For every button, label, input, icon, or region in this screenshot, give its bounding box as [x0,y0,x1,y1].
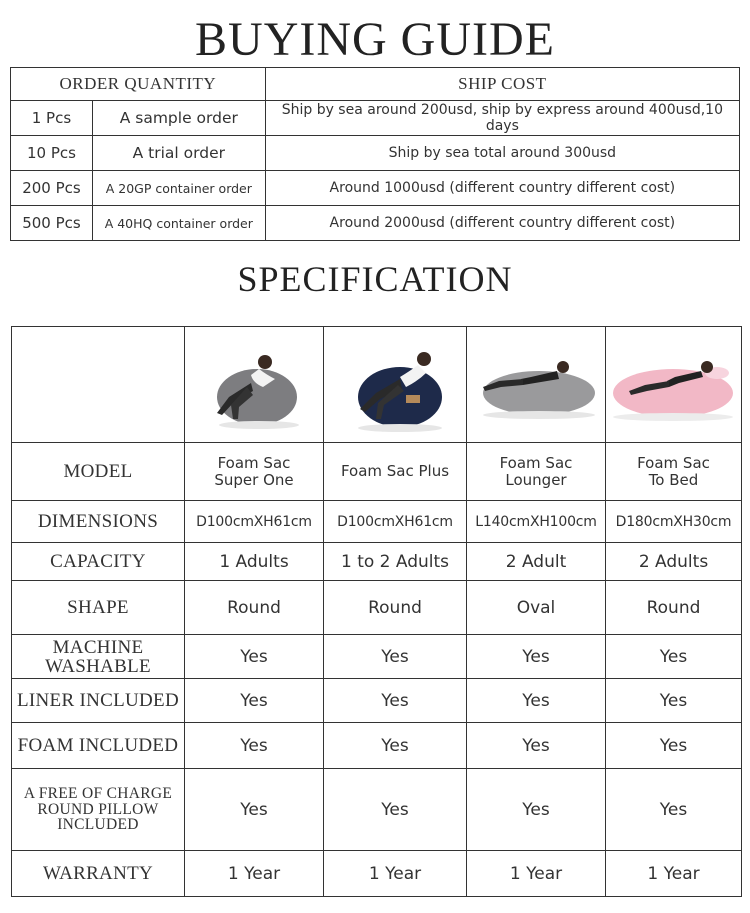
liner-cell: Yes [324,679,467,723]
order-type-cell: A trial order [92,136,265,171]
order-type-cell: A sample order [92,101,265,136]
model-cell [467,443,606,501]
pillow-cell: Yes [467,769,606,851]
foam-cell: Yes [467,723,606,769]
ship-cost-cell: Around 1000usd (different country different cost) [265,171,739,206]
warranty-cell: 1 Year [467,851,606,897]
spec-row-machine-washable [12,635,742,679]
ship-cost-cell: Ship by sea total around 300usd [265,136,739,171]
model-cell [324,443,467,501]
washable-cell: Yes [185,635,324,679]
spec-label-shape: SHAPE [12,581,185,635]
label-line: MACHINE [52,636,144,658]
model-name-line: Foam Sac [637,454,710,472]
order-row [11,136,740,171]
spec-row-warranty [12,851,742,897]
ship-cost-cell: Ship by sea around 200usd, ship by express around 400usd,10 days [265,101,739,136]
warranty-cell: 1 Year [606,851,742,897]
spec-row-dimensions [12,501,742,543]
ship-cost-cell: Around 2000usd (different country different cost) [265,206,739,241]
product-image-cell [467,327,606,443]
capacity-cell: 1 to 2 Adults [324,543,467,581]
model-cell [185,443,324,501]
spec-row-pillow [12,769,742,851]
order-type-cell: A 40HQ container order [92,206,265,241]
capacity-cell: 2 Adult [467,543,606,581]
model-name-line: Foam Sac [217,454,291,472]
liner-cell: Yes [185,679,324,723]
washable-cell: Yes [467,635,606,679]
product-image-row [12,327,742,443]
spec-label-liner: LINER INCLUDED [12,679,185,723]
dimensions-cell: D180cmXH30cm [606,501,742,543]
pillow-cell: Yes [324,769,467,851]
model-name-line: Foam Sac Plus [340,462,450,481]
product-image-cell [185,327,324,443]
foam-cell: Yes [185,723,324,769]
spec-row-shape [12,581,742,635]
order-type-cell: A 20GP container order [92,171,265,206]
specification-table [11,326,742,897]
washable-cell: Yes [606,635,742,679]
model-cell [606,443,742,501]
order-quantity-cell: 200 Pcs [11,171,93,206]
pink-round-bed-photo [609,335,739,435]
shape-cell: Round [185,581,324,635]
washable-cell: Yes [324,635,467,679]
spec-label-warranty: WARRANTY [12,851,185,897]
shape-cell: Round [606,581,742,635]
dimensions-cell: D100cmXH61cm [185,501,324,543]
foam-cell: Yes [606,723,742,769]
order-row [11,171,740,206]
order-table-header-row [11,68,740,101]
capacity-cell: 2 Adults [606,543,742,581]
warranty-cell: 1 Year [185,851,324,897]
specification-title: SPECIFICATION [237,259,513,299]
spec-row-foam [12,723,742,769]
spec-label-foam: FOAM INCLUDED [12,723,185,769]
liner-cell: Yes [467,679,606,723]
spec-row-liner [12,679,742,723]
spec-label-machine-washable [12,635,185,679]
buying-guide-title: BUYING GUIDE [195,13,555,66]
spec-label-model: MODEL [12,443,185,501]
label-line: A FREE OF CHARGE [23,785,173,803]
warranty-cell: 1 Year [324,851,467,897]
model-name-line: Super One [214,470,294,489]
grey-round-bean-bag-photo [189,335,319,435]
pillow-cell: Yes [185,769,324,851]
product-image-cell [324,327,467,443]
model-name-line: Foam Sac [499,454,573,472]
capacity-cell: 1 Adults [185,543,324,581]
order-quantity-cell: 10 Pcs [11,136,93,171]
dimensions-cell: L140cmXH100cm [467,501,606,543]
order-quantity-table [10,67,740,241]
spec-row-capacity [12,543,742,581]
label-line: INCLUDED [57,816,139,834]
spec-row-model [12,443,742,501]
order-row [11,206,740,241]
order-quantity-cell: 500 Pcs [11,206,93,241]
order-quantity-header: ORDER QUANTITY [11,68,266,101]
liner-cell: Yes [606,679,742,723]
grey-oval-lounger-photo [471,335,601,435]
shape-cell: Round [324,581,467,635]
pillow-cell: Yes [606,769,742,851]
empty-corner-cell [12,327,185,443]
label-line: ROUND PILLOW [37,800,159,818]
model-name-line: To Bed [648,470,699,489]
shape-cell: Oval [467,581,606,635]
order-row [11,101,740,136]
navy-round-bean-bag-photo [330,335,460,435]
spec-label-pillow [12,769,185,851]
dimensions-cell: D100cmXH61cm [324,501,467,543]
product-image-cell [606,327,742,443]
foam-cell: Yes [324,723,467,769]
model-name-line: Lounger [505,470,567,489]
ship-cost-header: SHIP COST [265,68,739,101]
spec-label-dimensions: DIMENSIONS [12,501,185,543]
spec-label-capacity: CAPACITY [12,543,185,581]
order-quantity-cell: 1 Pcs [11,101,93,136]
label-line: WASHABLE [45,655,151,677]
